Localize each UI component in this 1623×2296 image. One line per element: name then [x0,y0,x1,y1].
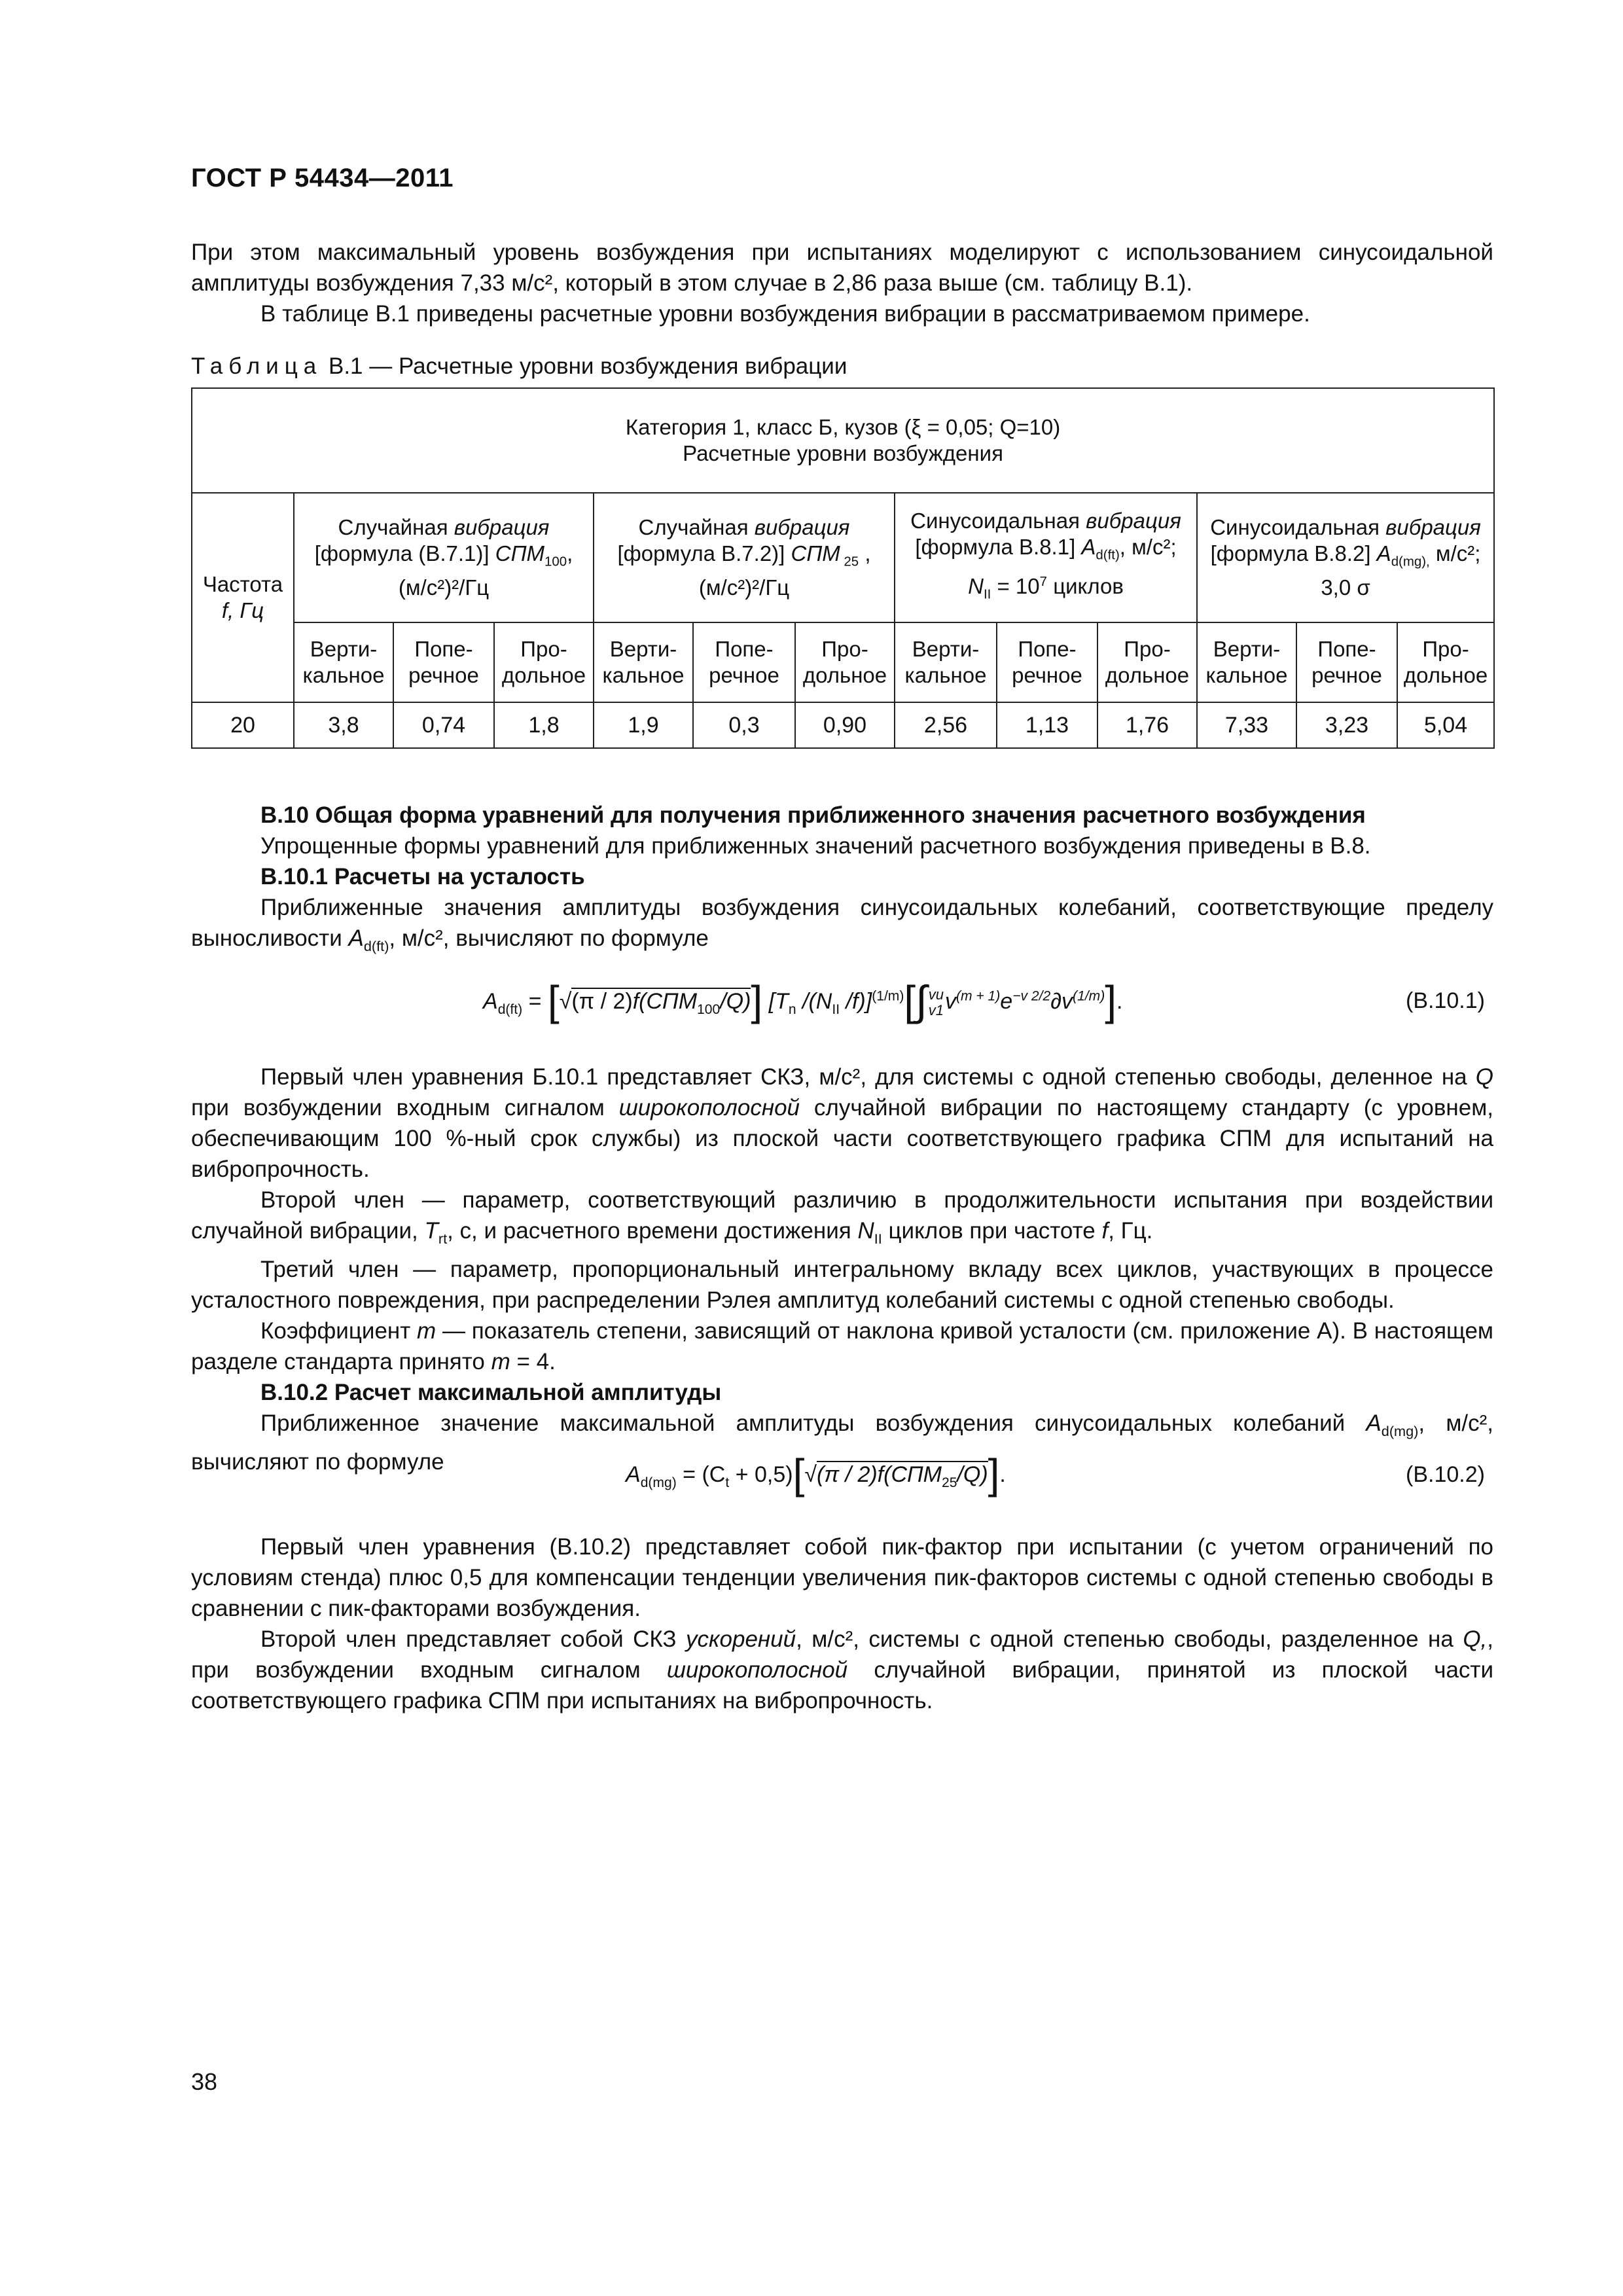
direction-line-1: Про- [1124,637,1171,661]
group-2-formula: [формула В.7.2)] [617,541,791,565]
eq1-int-upper: vu [928,986,944,1003]
eq2-lhs-sub: d(mg) [640,1475,677,1490]
p3-a: Первый член уравнения Б.10.1 представляет СКЗ, м/с², для системы с одной степенью свободы, деленное на [260,1064,1476,1090]
table-direction-row [192,622,1494,702]
group-1-formula: [формула (В.7.1)] [314,541,495,565]
eq1-mid-2-sub: II [832,1001,840,1017]
eq2-equals: = (C [676,1462,726,1487]
section-b10-paragraph-2 [191,892,1493,961]
direction-header [393,622,494,702]
group-4-symbol: A [1376,541,1391,565]
group-4-title: Синусоидальная [1210,514,1386,539]
section-b10-2-body [191,1532,1493,1716]
eq2-right-bracket: ] [988,1450,1000,1498]
table-group-sine-1 [895,493,1197,622]
p4-a: Второй член — параметр, соответствующий различию в продолжительности испытания при воздействии случайной вибрации, [191,1187,1493,1244]
direction-line-1: Попе- [1018,637,1077,661]
eq2-symbol-a: A [626,1462,641,1487]
group-4-symbol-sub: d(mg), [1391,554,1430,569]
group-4-formula: [формула В.8.2] [1210,541,1377,565]
table-caption [191,353,847,380]
value-cell: 7,33 [1197,702,1296,748]
direction-header [895,622,997,702]
eq1-int-lower: v1 [928,1002,944,1018]
group-3-n-eq: = 10 [991,573,1040,598]
value-cell: 5,04 [1397,702,1494,748]
group-3-cycles [897,569,1195,608]
section-b10-heading: В.10 Общая форма уравнений для получения приближенного значения расчетного возбуждения [260,802,1366,828]
equation-b10-2 [626,1450,1006,1498]
eq2-sqrt: √ [804,1462,817,1487]
value-cell: 1,13 [997,702,1097,748]
frequency-header-label: Частота [202,572,283,596]
direction-line-1: Попе- [715,637,774,661]
p9-f: случайной вибрации, принятой из плоской части соответствующего графика СПМ при испытаниях на вибропрочность. [191,1657,1493,1713]
direction-line-2: речное [709,663,779,687]
group-3-title: Синусоидальная [910,508,1086,533]
group-3-symbol-sub: d(ft) [1096,547,1120,563]
table-category-line-2: Расчетные уровни возбуждения [683,441,1003,465]
table-caption-text: В.1 — Расчетные уровни возбуждения вибрации [328,353,847,379]
p9-b: ускорений [685,1626,796,1652]
group-1-unit: (м/с²)²/Гц [398,575,490,600]
group-4-unit: 3,0 σ [1321,575,1370,600]
direction-line-2: речное [408,663,479,687]
section-b10-paragraph-5: Третий член — параметр, пропорциональный интегральному вкладу всех циклов, участвующих в процессе усталостного повреждения, при распределении Рэлея амплитуд колебаний системы с одной степенью свободы. [191,1257,1493,1313]
intro-paragraph-1: При этом максимальный уровень возбуждения при испытаниях моделируют с использованием синусоидальной амплитуды возбуждения 7,33 м/с², который в этом случае в 2,86 раза выше (см. таблицу В.1). [191,240,1493,296]
group-4-title-italic: вибрация [1385,514,1481,539]
group-4-formula-end: м/с²; [1429,541,1481,565]
intro-block [191,237,1493,329]
p9-d: , при возбуждении входным сигналом [191,1626,1493,1683]
direction-header [1296,622,1397,702]
section-b10-paragraph-3 [191,1062,1493,1185]
table-category-cell [192,388,1494,493]
p6-b: — показатель степени, зависящий от наклона кривой усталости (см. приложение А). В настоящем разделе стандарта принято [191,1318,1493,1374]
eq1-body-2: f(СПМ [632,988,698,1014]
eq1-left-bracket-2: [ [904,977,916,1024]
direction-line-2: кальное [302,663,385,687]
eq1-mid-3-sup: (1/m) [872,988,904,1004]
p6-m-2: m [491,1349,510,1374]
eq1-mid-3: /f)] [840,988,872,1014]
p3-q: Q [1475,1064,1493,1090]
eq1-body-2-end: /Q) [720,988,751,1014]
group-3-formula: [формула В.8.1] [915,534,1082,559]
eq1-equals: = [522,988,548,1014]
direction-header [795,622,895,702]
direction-header [294,622,393,702]
value-cell: 1,76 [1097,702,1197,748]
table-frequency-header [192,493,294,702]
section-b10-paragraph-1: Упрощенные формы уравнений для приближенных значений расчетного возбуждения приведены в В.8. [260,833,1371,859]
eq1-exp: e [1000,988,1013,1014]
table-group-sine-2 [1197,493,1494,622]
direction-header [494,622,594,702]
p2-text-b: , м/с², вычисляют по формуле [389,925,709,951]
p4-t: T [424,1218,438,1244]
value-cell: 0,74 [393,702,494,748]
p9-c: , м/с², системы с одной степенью свободы, разделенное на [796,1626,1463,1652]
eq2-plus: + 0,5) [729,1462,793,1487]
section-b10-paragraph-4 [191,1185,1493,1254]
value-cell: 3,8 [294,702,393,748]
direction-line-1: Про- [1422,637,1469,661]
section-b10-1-heading: В.10.1 Расчеты на усталость [260,864,585,889]
table-row [192,702,1494,748]
p9-q: Q, [1463,1626,1488,1652]
eq1-mid-1-sub: n [788,1001,796,1017]
direction-header [693,622,795,702]
intro-paragraph-2: В таблице В.1 приведены расчетные уровни возбуждения вибрации в рассматриваемом примере. [260,301,1310,327]
group-2-symbol: СПМ [791,541,840,565]
p9-e: широкополосной [666,1657,848,1683]
group-3-n-tail: циклов [1047,573,1124,598]
group-2-title: Случайная [638,514,755,539]
eq1-body-1: (π / 2) [571,988,633,1014]
p3-c: широкополосной [618,1095,800,1121]
group-3-n-symbol: N [968,573,984,598]
eq2-body-sub: 25 [941,1475,957,1490]
page-number: 38 [191,2068,218,2095]
direction-header [1397,622,1494,702]
table-group-random-1 [294,493,594,622]
equation-number-2: (В.10.2) [1406,1462,1485,1487]
p2-symbol-sub: d(ft) [363,938,389,954]
eq1-right-bracket-2: ] [1105,977,1117,1024]
eq2-end: . [999,1462,1006,1487]
direction-header [997,622,1097,702]
direction-line-2: дольное [501,663,586,687]
p4-t-sub: rt [438,1230,448,1247]
eq1-end: . [1116,988,1123,1014]
integral-icon: ∫ [916,977,927,1024]
p4-n-sub: II [874,1230,882,1247]
eq1-mid-1: [T [762,988,789,1014]
p2-text-a: Приближенные значения амплитуды возбуждения синусоидальных колебаний, соответствующие пределу выносливости [191,895,1493,951]
p6-c: = 4. [510,1349,556,1374]
direction-line-2: дольное [1403,663,1488,687]
group-3-symbol: A [1081,534,1096,559]
p7-symbol-sub: d(mg) [1381,1423,1419,1439]
eq2-body-end: /Q) [957,1462,988,1487]
eq1-mid-2: /(N [796,988,832,1014]
table-group-random-2 [594,493,895,622]
document-header: ГОСТ Р 54434—2011 [191,164,454,192]
value-cell: 0,3 [693,702,795,748]
direction-line-2: речное [1012,663,1082,687]
eq1-sqrt: √ [559,988,572,1014]
direction-header [1197,622,1296,702]
p4-n: N [857,1218,874,1244]
section-b10-body [191,1062,1493,1477]
eq1-symbol-a: A [483,988,498,1014]
group-3-formula-end: , м/с²; [1119,534,1177,559]
frequency-cell: 20 [192,702,294,748]
p4-b: , с, и расчетного времени достижения [447,1218,858,1244]
eq1-left-bracket: [ [547,977,560,1024]
direction-line-1: Про- [520,637,567,661]
eq2-sub-t: t [725,1475,730,1490]
eq2-body: (π / 2)f(СПМ [817,1462,942,1487]
group-2-title-italic: вибрация [754,514,850,539]
direction-line-2: речное [1311,663,1382,687]
equation-b10-1 [483,977,1123,1024]
eq1-body-2-sub: 100 [697,1001,721,1017]
group-1-title: Случайная [338,514,454,539]
direction-line-1: Попе- [1317,637,1376,661]
p7-symbol-a: A [1366,1410,1382,1436]
section-b10-paragraph-6 [191,1316,1493,1377]
p4-d: , Гц. [1108,1218,1153,1244]
value-cell: 1,8 [494,702,594,748]
group-1-symbol: СПМ [495,541,544,565]
direction-line-1: Верти- [1213,637,1281,661]
p2-symbol-a: A [348,925,364,951]
eq1-lhs-sub: d(ft) [497,1001,523,1017]
group-2-symbol-sub: 25 [840,554,859,569]
p4-f: f [1101,1218,1109,1244]
group-1-symbol-sub: 100 [544,554,567,569]
direction-line-2: кальное [1205,663,1288,687]
group-3-n-sup: 7 [1039,573,1048,589]
p3-b: при возбуждении входным сигналом [191,1095,619,1121]
direction-header [594,622,693,702]
eq1-exp-sup: −v 2/2 [1012,988,1051,1004]
eq1-right-bracket: ] [751,977,763,1024]
eq1-dv-sup: (1/m) [1073,988,1105,1004]
direction-line-2: дольное [802,663,887,687]
section-b10-paragraph-8: Первый член уравнения (В.10.2) представляет собой пик-фактор при испытании (с учетом ограничений по условиям стенда) плюс 0,5 для компенсации тенденции увеличения пик-факторов системы с одной степенью свободы в сравнении с пик-факторами возбуждения. [191,1534,1493,1621]
p9-a: Второй член представляет собой СКЗ [260,1626,686,1652]
eq1-int-sup: (m + 1) [955,988,1001,1004]
eq1-dv: ∂v [1050,988,1073,1014]
section-b10-paragraph-9 [191,1624,1493,1716]
eq2-left-bracket: [ [793,1450,805,1498]
table-category-line-1: Категория 1, класс Б, кузов (ξ = 0,05; Q=10) [625,415,1061,439]
table-caption-label: Таблица [191,353,323,379]
p6-m: m [417,1318,437,1344]
equation-number-1: (В.10.1) [1406,988,1485,1013]
vibration-levels-table [191,387,1495,749]
frequency-header-unit: f, Гц [221,598,264,622]
value-cell: 3,23 [1296,702,1397,748]
section-b10 [191,800,1493,961]
direction-line-1: Попе- [414,637,473,661]
direction-line-1: Верти- [310,637,378,661]
group-2-unit: (м/с²)²/Гц [698,575,790,600]
direction-line-1: Верти- [609,637,677,661]
direction-line-2: дольное [1105,663,1190,687]
p7-b: , м/с², вычисляют по формуле [191,1410,1493,1475]
p3-d: случайной вибрации по настоящему стандарту (с уровнем, обеспечивающим 100 %-ный срок службы) из плоской части соответствующего графика СПМ для испытаний на вибропрочность. [191,1095,1493,1182]
group-1-formula-end: , [567,541,573,565]
value-cell: 2,56 [895,702,997,748]
direction-line-2: кальное [904,663,987,687]
eq1-int-body: v [944,988,956,1014]
direction-header [1097,622,1197,702]
value-cell: 1,9 [594,702,693,748]
group-3-title-italic: вибрация [1086,508,1181,533]
group-2-formula-end: , [859,541,871,565]
p6-a: Коэффициент [260,1318,418,1344]
p7-a: Приближенное значение максимальной амплитуды возбуждения синусоидальных колебаний [260,1410,1366,1436]
section-b10-2-heading: В.10.2 Расчет максимальной амплитуды [260,1380,722,1405]
p4-c: циклов при частоте [882,1218,1102,1244]
value-cell: 0,90 [795,702,895,748]
group-3-n-sub: II [983,586,991,602]
direction-line-1: Верти- [912,637,980,661]
direction-line-1: Про- [821,637,868,661]
group-1-title-italic: вибрация [454,514,550,539]
direction-line-2: кальное [602,663,685,687]
